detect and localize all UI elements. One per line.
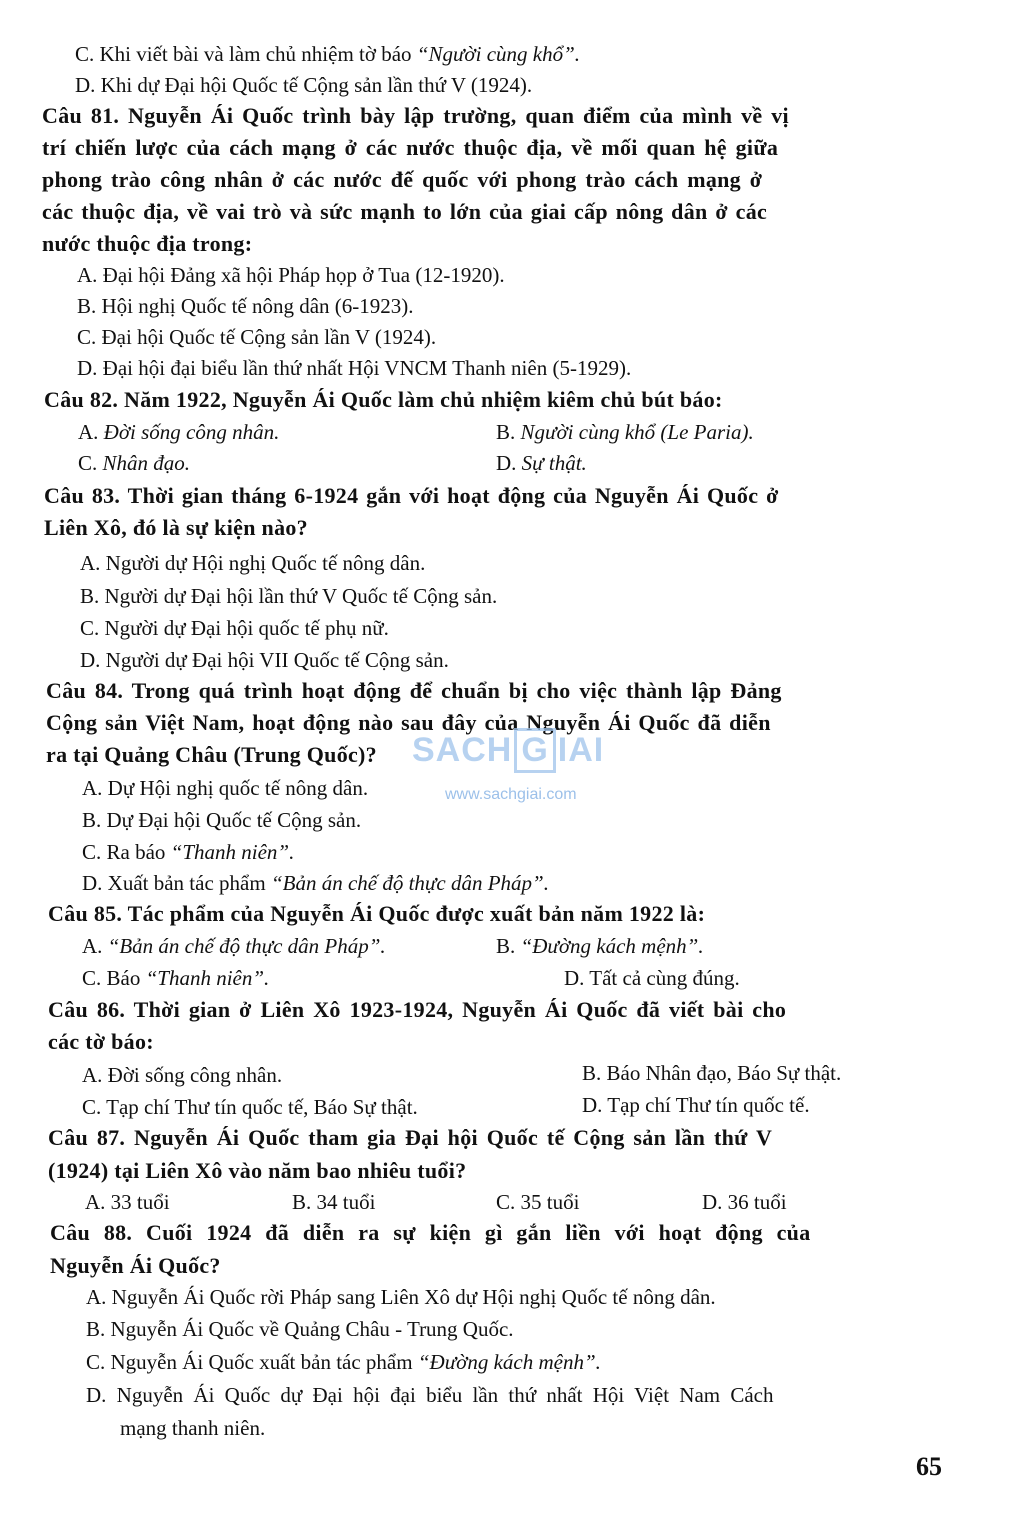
q87-stem-line1: Câu 87. Nguyễn Ái Quốc tham gia Đại hội Quốc tế Cộng sản lần thứ V — [48, 1125, 773, 1150]
q84-option-a: A. Dự Hội nghị quốc tế nông dân. — [82, 776, 369, 800]
q83-option-c: C. Người dự Đại hội quốc tế phụ nữ. — [80, 616, 389, 640]
q86-option-a: A. Đời sống công nhân. — [82, 1063, 283, 1087]
q81-option-d: D. Đại hội đại biểu lần thứ nhất Hội VNCM Thanh niên (5-1929). — [77, 356, 632, 380]
option-italic-title: “Thanh niên”. — [145, 966, 270, 990]
q82-option-c — [78, 449, 190, 477]
option-text: C. Ra báo — [82, 840, 166, 864]
q82-option-a — [78, 418, 279, 446]
q88-option-d-line2: mạng thanh niên. — [120, 1416, 266, 1440]
q85-option-b — [496, 932, 704, 960]
option-letter: C. — [78, 451, 98, 475]
q87-option-d: D. 36 tuổi — [702, 1190, 787, 1214]
option-text: Đời sống công nhân. — [103, 420, 280, 444]
q82-stem: Câu 82. Năm 1922, Nguyễn Ái Quốc làm chủ nhiệm kiêm chủ bút báo: — [44, 387, 723, 412]
q83-option-a: A. Người dự Hội nghị Quốc tế nông dân. — [80, 551, 426, 575]
watermark-logo-box: G — [514, 728, 555, 773]
option-letter: B. — [496, 934, 516, 958]
option-text: “Bản án chế độ thực dân Pháp”. — [107, 934, 386, 958]
q86-option-b: B. Báo Nhân đạo, Báo Sự thật. — [582, 1061, 842, 1085]
q84-stem-line1: Câu 84. Trong quá trình hoạt động để chuẩn bị cho việc thành lập Đảng — [46, 678, 782, 703]
option-letter: A. — [82, 934, 103, 958]
option-italic-title: “Đường kách mệnh”. — [417, 1350, 601, 1374]
q84-option-c — [82, 838, 294, 866]
q88-option-a: A. Nguyễn Ái Quốc rời Pháp sang Liên Xô dự Hội nghị Quốc tế nông dân. — [86, 1285, 716, 1309]
watermark-url: www.sachgiai.com — [445, 786, 577, 803]
q84-stem-line2: Cộng sản Việt Nam, hoạt động nào sau đây của Nguyễn Ái Quốc đã diễn — [46, 710, 771, 735]
option-letter: B. — [496, 420, 516, 444]
q87-stem-line2: (1924) tại Liên Xô vào năm bao nhiêu tuổi? — [48, 1158, 467, 1183]
option-text: Người cùng khổ (Le Paria). — [520, 420, 754, 444]
q85-stem: Câu 85. Tác phẩm của Nguyễn Ái Quốc được xuất bản năm 1922 là: — [48, 901, 706, 926]
q88-option-b: B. Nguyễn Ái Quốc về Quảng Châu - Trung Quốc. — [86, 1317, 514, 1341]
q83-stem-line1: Câu 83. Thời gian tháng 6-1924 gắn với hoạt động của Nguyễn Ái Quốc ở — [44, 483, 779, 508]
q85-option-d: D. Tất cả cùng đúng. — [564, 966, 740, 990]
q83-option-b: B. Người dự Đại hội lần thứ V Quốc tế Cộng sản. — [80, 584, 498, 608]
q88-option-c — [86, 1348, 601, 1376]
q87-option-b: B. 34 tuổi — [292, 1190, 376, 1214]
option-text: C. Báo — [82, 966, 141, 990]
q84-stem-line3: ra tại Quảng Châu (Trung Quốc)? — [46, 742, 377, 767]
q86-stem-line1: Câu 86. Thời gian ở Liên Xô 1923-1924, Nguyễn Ái Quốc đã viết bài cho — [48, 997, 787, 1022]
q81-stem-line1: Câu 81. Nguyễn Ái Quốc trình bày lập trường, quan điểm của mình về vị — [42, 103, 789, 128]
option-italic-title: “Người cùng khổ”. — [416, 42, 581, 66]
q80-option-c — [75, 40, 580, 68]
watermark-logo-left: SACH — [412, 731, 513, 769]
watermark-logo-right: IAI — [557, 731, 605, 769]
q81-option-b: B. Hội nghị Quốc tế nông dân (6-1923). — [77, 294, 414, 318]
q81-stem-line3: phong trào công nhân ở các nước đế quốc với phong trào cách mạng ở — [42, 167, 763, 192]
q88-stem-line1: Câu 88. Cuối 1924 đã diễn ra sự kiện gì gắn liền với hoạt động của — [50, 1220, 811, 1245]
q83-stem-line2: Liên Xô, đó là sự kiện nào? — [44, 515, 308, 540]
option-text: Nhân đạo. — [102, 451, 191, 475]
q84-option-d — [82, 869, 549, 897]
q81-stem-line2: trí chiến lược của cách mạng ở các nước thuộc địa, về mối quan hệ giữa — [42, 135, 779, 160]
q81-stem-line4: các thuộc địa, về vai trò và sức mạnh to lớn của giai cấp nông dân ở các — [42, 199, 768, 224]
q81-option-c: C. Đại hội Quốc tế Cộng sản lần V (1924). — [77, 325, 437, 349]
q87-option-a: A. 33 tuổi — [85, 1190, 170, 1214]
option-text: Sự thật. — [521, 451, 587, 475]
q87-option-c: C. 35 tuổi — [496, 1190, 580, 1214]
option-letter: D. — [496, 451, 517, 475]
option-text: D. Xuất bản tác phẩm — [82, 871, 266, 895]
q85-option-c — [82, 964, 269, 992]
q82-option-b — [496, 418, 754, 446]
option-text: “Đường kách mệnh”. — [520, 934, 704, 958]
q81-option-a: A. Đại hội Đảng xã hội Pháp họp ở Tua (12-1920). — [77, 263, 505, 287]
option-text: C. Khi viết bài và làm chủ nhiệm tờ báo — [75, 42, 412, 66]
q83-option-d: D. Người dự Đại hội VII Quốc tế Cộng sản. — [80, 648, 449, 672]
q86-option-d: D. Tạp chí Thư tín quốc tế. — [582, 1093, 810, 1117]
q86-option-c: C. Tạp chí Thư tín quốc tế, Báo Sự thật. — [82, 1095, 418, 1119]
q82-option-d — [496, 449, 587, 477]
option-italic-title: “Bản án chế độ thực dân Pháp”. — [270, 871, 549, 895]
option-italic-title: “Thanh niên”. — [170, 840, 295, 864]
q84-option-b: B. Dự Đại hội Quốc tế Cộng sản. — [82, 808, 362, 832]
q88-stem-line2: Nguyễn Ái Quốc? — [50, 1253, 221, 1278]
option-letter: A. — [78, 420, 99, 444]
q80-option-d: D. Khi dự Đại hội Quốc tế Cộng sản lần thứ V (1924). — [75, 73, 533, 97]
page-number: 65 — [916, 1452, 942, 1481]
q81-stem-line5: nước thuộc địa trong: — [42, 231, 253, 256]
q88-option-d-line1: D. Nguyễn Ái Quốc dự Đại hội đại biểu lần thứ nhất Hội Việt Nam Cách — [86, 1383, 774, 1407]
q85-option-a — [82, 932, 386, 960]
option-text: C. Nguyễn Ái Quốc xuất bản tác phẩm — [86, 1350, 413, 1374]
q86-stem-line2: các tờ báo: — [48, 1029, 154, 1054]
